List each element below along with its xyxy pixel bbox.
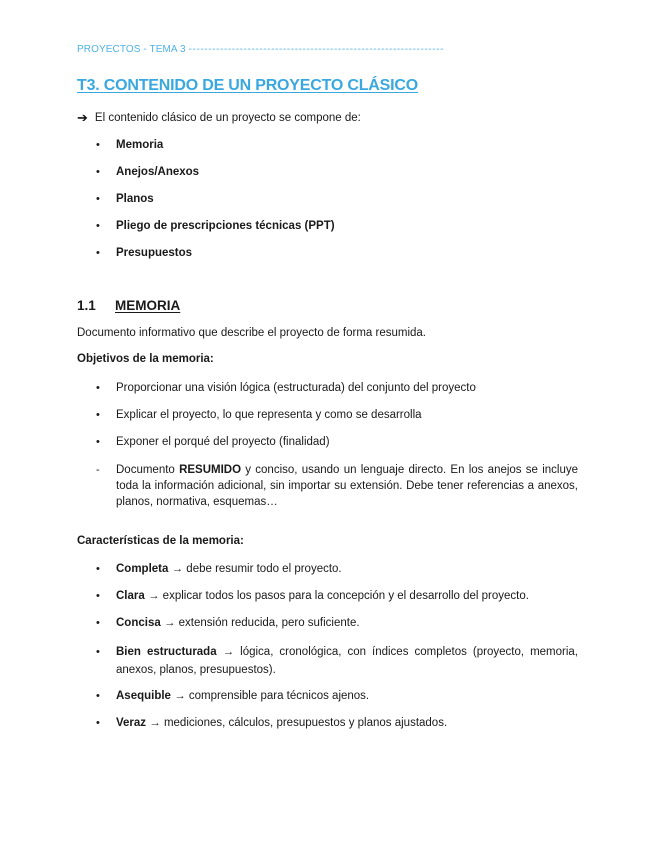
characteristics-list [96,562,578,731]
bullet-icon: • [96,139,100,151]
header-text: PROYECTOS - TEMA 3 [77,44,186,55]
bullet-icon: • [96,247,100,259]
header-dashes: ----------------------------------------------------------------- [188,44,445,55]
list-item: • Memoria [96,139,164,151]
bullet-icon: • [96,382,100,394]
section-description: Documento informativo que describe el proyecto de forma resumida. [77,327,427,339]
bullet-icon: • [96,717,100,729]
section-name: MEMORIA [115,298,181,313]
bullet-icon: • [96,690,100,702]
list-item: • Anejos/Anexos [96,166,200,178]
list-item: • Completa → debe resumir todo el proyecto. [96,563,342,575]
bullet-icon: • [96,590,100,602]
dash-marker: - [96,464,100,476]
intro-text: El contenido clásico de un proyecto se compone de: [94,112,361,124]
list-item: • Exponer el porqué del proyecto (finalidad) [96,436,330,448]
list-item: • Asequible → comprensible para técnicos ajenos. [96,690,370,702]
list-item: • Veraz → mediciones, cálculos, presupuestos y planos ajustados. [96,717,448,729]
arrow-icon: ➔ [77,110,88,125]
objectives-list [96,381,578,510]
bullet-icon: • [96,193,100,205]
section-number: 1.1 [77,298,96,313]
list-item: - Documento RESUMIDO y conciso, usando un lenguaje directo. En los anejos se incluye toda la información adicional, sin importar su extensión. Debe tener referencias a anexos, planos, normativa, esquemas… [96,464,578,508]
page-header [77,44,577,55]
list-item: • Proporcionar una visión lógica (estructurada) del conjunto del proyecto [96,382,476,394]
bullet-icon: • [96,646,100,658]
intro-line [77,110,361,126]
list-item: • Concisa → extensión reducida, pero suficiente. [96,617,360,629]
objectives-heading: Objetivos de la memoria: [77,353,214,365]
bullet-icon: • [96,617,100,629]
bullet-icon: • [96,220,100,232]
list-item: • Presupuestos [96,247,193,259]
characteristics-heading: Características de la memoria: [77,535,244,547]
bullet-icon: • [96,436,100,448]
bullet-icon: • [96,409,100,421]
section-heading [77,298,180,313]
bullet-icon: • [96,166,100,178]
list-item: • Bien estructurada → lógica, cronológica, con índices completos (proyecto, memoria, anexos, planos, presupuestos). [96,643,578,679]
bullet-icon: • [96,563,100,575]
contents-list [96,138,335,261]
page-title: T3. CONTENIDO DE UN PROYECTO CLÁSICO [77,77,418,94]
list-item: • Planos [96,193,154,205]
list-item: • Explicar el proyecto, lo que representa y como se desarrolla [96,409,422,421]
list-item: • Clara → explicar todos los pasos para la concepción y el desarrollo del proyecto. [96,590,529,602]
list-item: • Pliego de prescripciones técnicas (PPT) [96,220,335,232]
